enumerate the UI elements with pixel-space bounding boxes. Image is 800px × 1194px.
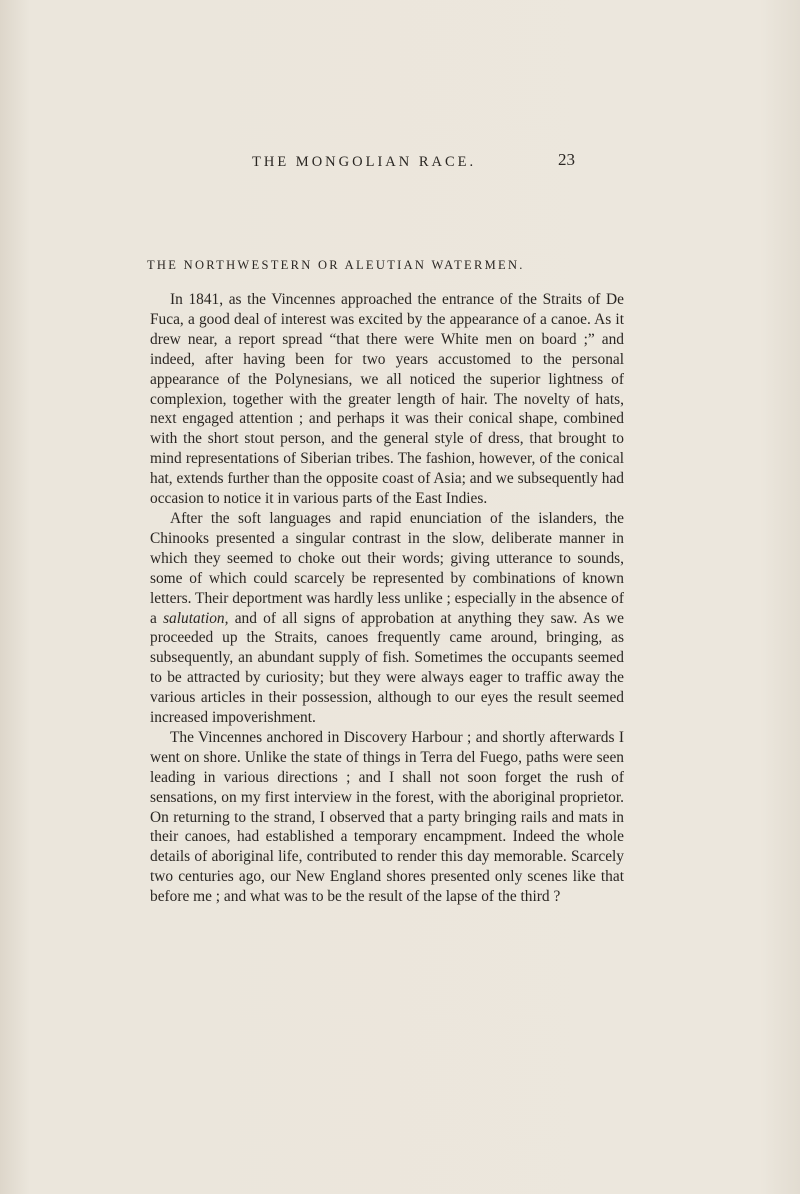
paragraph-3: The Vincennes anchored in Discovery Harbour ; and shortly afterwards I went on shore. Unlike the state of things in Terra del Fuego, paths were seen leading in various directions ; and I shall not soon forget the rush of sensations, on my first interview in the forest, with the aboriginal proprietor. On returning to the strand, I observed that a party bringing rails and mats in their canoes, had established a temporary encampment. Indeed the whole details of aboriginal life, contributed to render this day memorable. Scarcely two centuries ago, our New England shores presented only scenes like that before me ; and what was to be the result of the lapse of the third ? — [150, 728, 624, 906]
paragraph-2 — [150, 509, 624, 728]
paragraph-2-before: After the soft languages and rapid enunciation of the islanders, the Chinooks presented a singular contrast in the slow, deliberate manner in which they seemed to choke out their words; giving utterance to sounds, some of which could scarcely be represented by combinations of known letters. Their deportment was hardly less unlike ; especially in the absence of a — [150, 509, 624, 627]
running-head: THE MONGOLIAN RACE. — [252, 154, 477, 170]
page-number: 23 — [558, 150, 575, 169]
paragraph-2-after: and of all signs of approbation at anything they saw. As we proceeded up the Straits, canoes frequently came around, bringing, as subsequently, an abundant supply of fish. Sometimes the occupants seemed to be attracted by curiosity; but they were always eager to traffic away the various articles in their possession, although to our eyes the result seemed increased impoverishment. — [150, 609, 624, 727]
paragraph-1: In 1841, as the Vincennes approached the entrance of the Straits of De Fuca, a good deal of interest was excited by the appearance of a canoe. As it drew near, a report spread “that there were White men on board ;” and indeed, after having been for two years accustomed to the personal appearance of the Polynesians, we all noticed the superior lightness of complexion, together with the greater length of hair. The novelty of hats, next engaged attention ; and perhaps it was their conical shape, combined with the short stout person, and the general style of dress, that brought to mind representations of Siberian tribes. The fashion, however, of the conical hat, extends further than the opposite coast of Asia; and we subsequently had occasion to notice it in various parts of the East Indies. — [150, 291, 624, 508]
section-title: THE NORTHWESTERN OR ALEUTIAN WATERMEN. — [147, 258, 525, 272]
body-text — [150, 290, 624, 907]
paragraph-2-italic: salutation, — [163, 609, 229, 627]
